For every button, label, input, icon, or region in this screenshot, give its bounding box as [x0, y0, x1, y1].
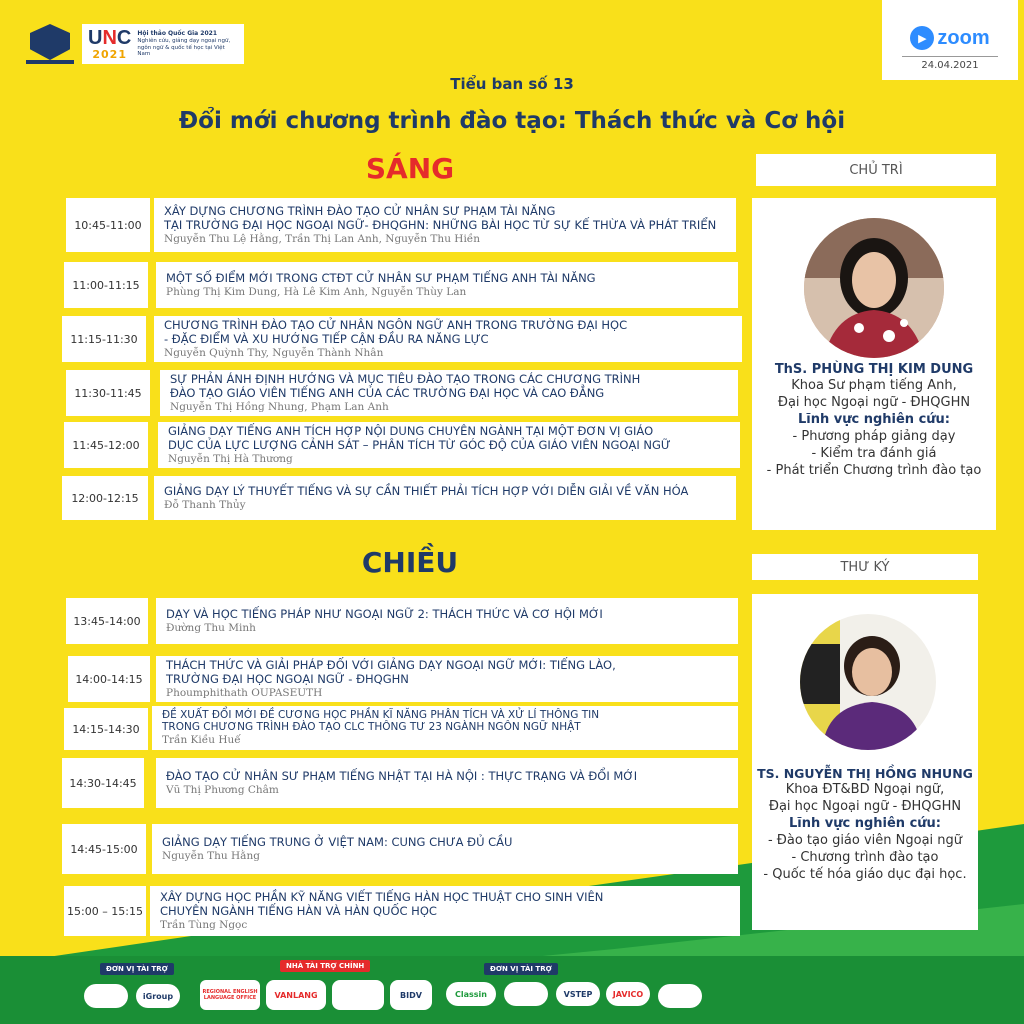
session-authors: Nguyễn Thị Hà Thương	[168, 453, 293, 465]
session-time: 11:30-11:45	[66, 370, 150, 416]
unc-line3: ngôn ngữ & quốc tế học tại Việt Nam	[137, 44, 225, 58]
sponsor-logo	[84, 984, 128, 1008]
session-authors: Nguyễn Thị Hồng Nhung, Phạm Lan Anh	[170, 401, 389, 413]
sponsor-logo	[658, 984, 702, 1008]
sponsor-logo: Classin	[446, 982, 496, 1006]
sponsor-logo	[504, 982, 548, 1006]
session-authors: Đỗ Thanh Thủy	[164, 499, 246, 511]
session-card	[158, 422, 740, 468]
sponsor-label-main: NHÀ TÀI TRỢ CHÍNH	[280, 960, 370, 972]
school-logo	[30, 24, 70, 60]
session-card	[156, 758, 738, 808]
session-authors: Trần Tùng Ngọc	[160, 919, 248, 931]
chair-card	[752, 198, 996, 530]
chair-avatar	[804, 218, 944, 358]
secretary-field-item: - Quốc tế hóa giáo dục đại học.	[763, 867, 967, 882]
session-time: 12:00-12:15	[62, 476, 148, 520]
session-card	[154, 316, 742, 362]
session-title: ĐỀ XUẤT ĐỔI MỚI ĐỀ CƯƠNG HỌC PHẦN KĨ NĂNG PHÂN TÍCH VÀ XỬ LÍ THÔNG TIN TRONG CHƯƠNG TRÌNH ĐÀO TẠO CLC THÔNG TƯ 23 NGÀNH NGÔN NGỮ NHẬT	[162, 709, 600, 733]
session-card	[152, 706, 738, 750]
session-authors: Phùng Thị Kim Dung, Hà Lê Kim Anh, Nguyễn Thùy Lan	[166, 286, 467, 298]
session-title: DẠY VÀ HỌC TIẾNG PHÁP NHƯ NGOẠI NGỮ 2: THÁCH THỨC VÀ CƠ HỘI MỚI	[166, 607, 603, 621]
session-title: XÂY DỰNG CHƯƠNG TRÌNH ĐÀO TẠO CỬ NHÂN SƯ PHẠM TÀI NĂNG TẠI TRƯỜNG ĐẠI HỌC NGOẠI NGỮ- ĐHQGHN: NHỮNG BÀI HỌC TỪ SỰ KẾ THỪA VÀ PHÁT TRIỂN	[164, 204, 717, 232]
morning-heading: SÁNG	[365, 152, 455, 185]
session-card	[156, 656, 738, 702]
sponsor-logo: VANLANG	[266, 980, 326, 1010]
sponsor-logo: iGroup	[136, 984, 180, 1008]
chair-field-item: - Kiểm tra đánh giá	[811, 446, 937, 461]
session-title: GIẢNG DẠY TIẾNG ANH TÍCH HỢP NỘI DUNG CHUYÊN NGÀNH TẠI MỘT ĐƠN VỊ GIÁO DỤC CỦA LỰC LƯỢNG CẢNH SÁT – PHÂN TÍCH TỪ GÓC ĐỘ CỦA GIÁO VIÊN NGOẠI NGỮ	[168, 424, 671, 452]
sponsor-label-right: ĐƠN VỊ TÀI TRỢ	[484, 963, 558, 975]
chair-org: Đại học Ngoại ngữ - ĐHQGHN	[777, 395, 971, 410]
session-title: THÁCH THỨC VÀ GIẢI PHÁP ĐỐI VỚI GIẢNG DẠY NGOẠI NGỮ MỚI: TIẾNG LÀO, TRƯỜNG ĐẠI HỌC NGOẠI NGỮ - ĐHQGHN	[166, 658, 616, 686]
session-title: ĐÀO TẠO CỬ NHÂN SƯ PHẠM TIẾNG NHẬT TẠI HÀ NỘI : THỰC TRẠNG VÀ ĐỔI MỚI	[166, 769, 638, 783]
session-authors: Đường Thu Minh	[166, 622, 256, 634]
session-authors: Nguyễn Thu Lệ Hằng, Trần Thị Lan Anh, Nguyễn Thu Hiền	[164, 233, 481, 245]
event-date: 24.04.2021	[921, 60, 979, 71]
session-time: 13:45-14:00	[66, 598, 148, 644]
secretary-label: THƯ KÝ	[752, 554, 978, 580]
unc-year: 2021	[92, 47, 127, 61]
secretary-field-item: - Chương trình đào tạo	[791, 850, 939, 865]
school-logo-base	[26, 60, 74, 64]
zoom-divider	[902, 56, 998, 57]
chair-dept: Khoa Sư phạm tiếng Anh,	[791, 378, 957, 393]
session-time: 14:00-14:15	[68, 656, 150, 702]
session-authors: Nguyễn Quỳnh Thy, Nguyễn Thành Nhân	[164, 347, 384, 359]
sponsor-logo: JAVICO	[606, 982, 650, 1006]
sponsor-logo: BIDV	[390, 980, 432, 1010]
secretary-field-item: - Đào tạo giáo viên Ngoại ngữ	[767, 833, 963, 848]
session-title: CHƯƠNG TRÌNH ĐÀO TẠO CỬ NHÂN NGÔN NGỮ ANH TRONG TRƯỜNG ĐẠI HỌC - ĐẶC ĐIỂM VÀ XU HƯỚNG TIẾP CẬN ĐẦU RA NĂNG LỰC	[164, 318, 628, 346]
secretary-card	[752, 594, 978, 930]
chair-field-item: - Phương pháp giảng dạy	[792, 429, 956, 444]
session-time: 14:30-14:45	[62, 758, 144, 808]
secretary-field-label: Lĩnh vực nghiên cứu:	[788, 816, 942, 831]
session-time: 10:45-11:00	[66, 198, 150, 252]
secretary-org: Đại học Ngoại ngữ - ĐHQGHN	[768, 799, 962, 814]
unc-line1: Hội thảo Quốc Gia 2021	[137, 29, 218, 37]
session-time: 14:45-15:00	[62, 824, 146, 874]
session-title: GIẢNG DẠY TIẾNG TRUNG Ở VIỆT NAM: CUNG CHƯA ĐỦ CẦU	[162, 835, 513, 849]
session-time: 11:00-11:15	[64, 262, 148, 308]
secretary-avatar	[800, 614, 936, 750]
session-card	[150, 886, 740, 936]
sponsor-logo: REGIONAL ENGLISH LANGUAGE OFFICE	[200, 980, 260, 1010]
zoom-logo	[882, 26, 1018, 50]
session-time: 14:15-14:30	[64, 708, 148, 750]
session-time: 15:00 – 15:15	[64, 886, 146, 936]
zoom-badge	[882, 0, 1018, 80]
unc-mark: UNC 2021	[88, 26, 132, 61]
secretary-name: TS. NGUYỄN THỊ HỒNG NHUNG	[757, 766, 973, 781]
subcommittee-label: Tiểu ban số 13	[450, 75, 574, 93]
unc-description	[137, 30, 238, 59]
session-time: 11:45-12:00	[64, 422, 148, 468]
chair-label: CHỦ TRÌ	[756, 154, 996, 186]
session-authors: Vũ Thị Phương Châm	[166, 784, 279, 796]
session-card	[154, 476, 736, 520]
chair-name: ThS. PHÙNG THỊ KIM DUNG	[774, 362, 974, 377]
sponsor-logo: VSTEP	[556, 982, 600, 1006]
session-title: SỰ PHẢN ÁNH ĐỊNH HƯỚNG VÀ MỤC TIÊU ĐÀO TẠO TRONG CÁC CHƯƠNG TRÌNH ĐÀO TẠO GIÁO VIÊN TIẾNG ANH CỦA CÁC TRƯỜNG ĐẠI HỌC VÀ CAO ĐẲNG	[170, 372, 641, 400]
secretary-dept: Khoa ĐT&BD Ngoại ngữ,	[785, 782, 945, 797]
session-authors: Phoumphithath OUPASEUTH	[166, 687, 323, 699]
zoom-camera-icon: ▶	[910, 26, 934, 50]
chair-field-label: Lĩnh vực nghiên cứu:	[797, 412, 951, 427]
session-card	[160, 370, 738, 416]
session-card	[156, 598, 738, 644]
unc-line2: Nghiên cứu, giảng dạy ngoại ngữ,	[137, 37, 231, 44]
session-card	[154, 198, 736, 252]
chair-field-item: - Phát triển Chương trình đào tạo	[766, 463, 982, 478]
session-card	[152, 824, 738, 874]
afternoon-heading: CHIỀU	[361, 546, 459, 579]
sponsor-logo	[332, 980, 384, 1010]
unc-logo	[82, 24, 244, 64]
session-authors: Nguyễn Thu Hằng	[162, 850, 260, 862]
session-title: GIẢNG DẠY LÝ THUYẾT TIẾNG VÀ SỰ CẦN THIẾT PHẢI TÍCH HỢP VỚI DIỄN GIẢI VỀ VĂN HÓA	[164, 484, 689, 498]
sponsor-label-left: ĐƠN VỊ TÀI TRỢ	[100, 963, 174, 975]
session-title: XÂY DỰNG HỌC PHẦN KỸ NĂNG VIẾT TIẾNG HÀN HỌC THUẬT CHO SINH VIÊN CHUYÊN NGÀNH TIẾNG HÀN VÀ HÀN QUỐC HỌC	[160, 890, 604, 918]
zoom-word: zoom	[937, 26, 990, 49]
session-time: 11:15-11:30	[62, 316, 146, 362]
session-title: MỘT SỐ ĐIỂM MỚI TRONG CTĐT CỬ NHÂN SƯ PHẠM TIẾNG ANH TÀI NĂNG	[166, 271, 596, 285]
session-card	[156, 262, 738, 308]
session-authors: Trần Kiều Huế	[162, 734, 241, 746]
page-title: Đổi mới chương trình đào tạo: Thách thức và Cơ hội	[178, 108, 846, 134]
